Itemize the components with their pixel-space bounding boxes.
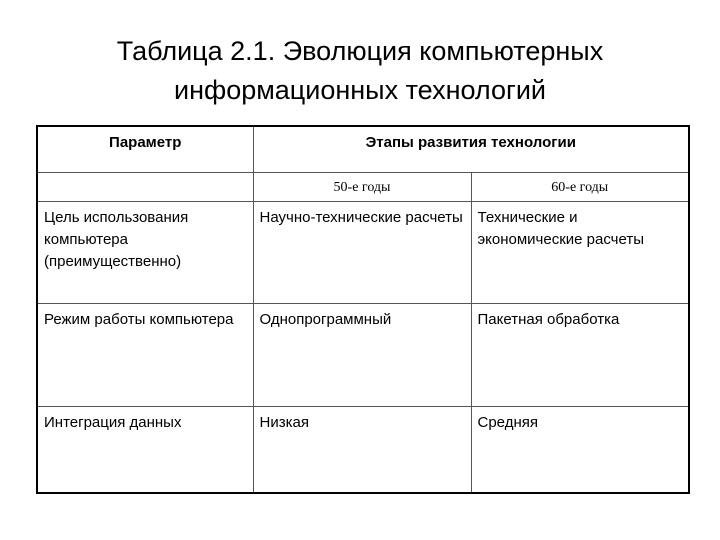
table-row: [37, 202, 689, 304]
title-line-2: информационных технологий: [173, 75, 546, 105]
slide-title: [0, 32, 720, 110]
row-value-period-1: Низкая: [253, 407, 471, 494]
row-value-period-1: Однопрограммный: [253, 304, 471, 407]
header-period-1: 50-е годы: [253, 173, 471, 202]
header-parameter: Параметр: [37, 126, 253, 173]
table-subheader-row: [37, 173, 689, 202]
table-row: [37, 407, 689, 494]
row-parameter: Интеграция данных: [37, 407, 253, 494]
table-header-row: [37, 126, 689, 173]
row-value-period-2: Технические и экономические расчеты: [471, 202, 689, 304]
table-row: [37, 304, 689, 407]
title-line-1: Таблица 2.1. Эволюция компьютерных: [116, 36, 604, 66]
row-parameter: Режим работы компьютера: [37, 304, 253, 407]
row-value-period-2: Пакетная обработка: [471, 304, 689, 407]
header-period-2: 60-е годы: [471, 173, 689, 202]
row-value-period-2: Средняя: [471, 407, 689, 494]
row-parameter: Цель использования компьютера (преимущественно): [37, 202, 253, 304]
evolution-table: [36, 125, 690, 494]
row-value-period-1: Научно-технические расчеты: [253, 202, 471, 304]
header-stages: Этапы развития технологии: [253, 126, 689, 173]
header-empty-cell: [37, 173, 253, 202]
